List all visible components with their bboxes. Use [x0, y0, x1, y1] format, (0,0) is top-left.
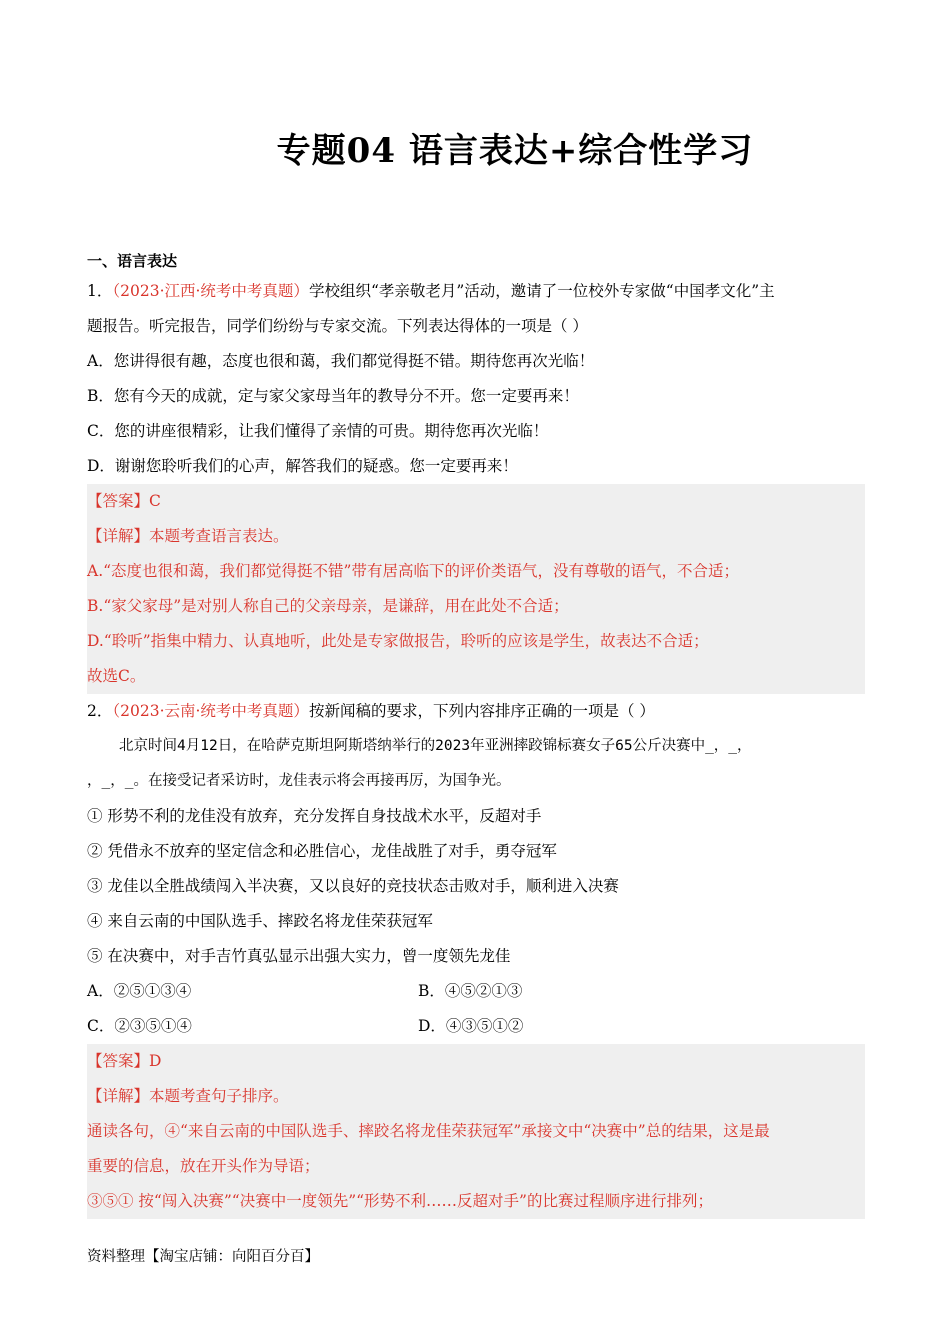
q2-explain-line3: ③⑤① 按“闯入决赛”“决赛中一度领先”“形势不利……反超对手”的比赛过程顺序进行排列；	[87, 1192, 713, 1210]
q1-explain-b: B.“家父家母”是对别人称自己的父亲母亲，是谦辞，用在此处不合适；	[87, 597, 569, 615]
q2-options-row1	[87, 974, 865, 1009]
document-body	[87, 248, 865, 1219]
q2-explain-line2: 重要的信息，放在开头作为导语；	[87, 1157, 320, 1175]
question-2	[87, 694, 865, 1219]
q2-explain-line1: 通读各句，④“来自云南的中国队选手、摔跤名将龙佳荣获冠军”承接文中“决赛中”总的结果，这是最	[87, 1122, 770, 1140]
q1-option-c: C．您的讲座很精彩，让我们懂得了亲情的可贵。期待您再次光临！	[87, 422, 549, 440]
q2-item-3: ③ 龙佳以全胜战绩闯入半决赛，又以良好的竞技状态击败对手，顺利进入决赛	[87, 877, 619, 895]
question-1	[87, 274, 865, 694]
q2-option-d: D．④③⑤①②	[418, 1017, 524, 1035]
q2-number: 2．	[87, 702, 113, 720]
q2-answer-block	[87, 1044, 865, 1219]
q1-answer: 【答案】C	[87, 492, 161, 510]
q1-option-d: D．谢谢您聆听我们的心声，解答我们的疑惑。您一定要再来！	[87, 457, 518, 475]
q1-stem-text: 学校组织“孝亲敬老月”活动，邀请了一位校外专家做“中国孝文化”主	[308, 282, 775, 300]
q2-item-5: ⑤ 在决赛中，对手吉竹真弘显示出强大实力，曾一度领先龙佳	[87, 947, 511, 965]
q2-source: （2023·云南·统考中考真题）	[112, 702, 309, 720]
q2-answer: 【答案】D	[87, 1052, 162, 1070]
q2-stem	[87, 694, 865, 729]
q2-detail: 【详解】本题考查句子排序。	[87, 1087, 289, 1105]
section-heading: 一、语言表达	[87, 252, 178, 270]
q1-explain-a: A.“态度也很和蔼，我们都觉得挺不错”带有居高临下的评价类语气，没有尊敬的语气，不合适；	[87, 562, 739, 580]
q1-number: 1．	[87, 282, 113, 300]
q2-options-row2	[87, 1009, 865, 1044]
q1-option-a: A．您讲得很有趣，态度也很和蔼，我们都觉得挺不错。期待您再次光临！	[87, 352, 595, 370]
q2-item-4: ④ 来自云南的中国队选手、摔跤名将龙佳荣获冠军	[87, 912, 433, 930]
q2-passage-line2: ，_，_。在接受记者采访时，龙佳表示将会再接再厉，为国争光。	[87, 773, 511, 789]
page-title: 专题04 语言表达+综合性学习	[276, 131, 754, 171]
q1-explain-d: D.“聆听”指集中精力、认真地听，此处是专家做报告，聆听的应该是学生，故表达不合适；	[87, 632, 709, 650]
q2-option-c: C．②③⑤①④	[87, 1017, 192, 1035]
q2-option-b: B．④⑤②①③	[418, 982, 523, 1000]
q2-passage-line1: 北京时间4月12日，在哈萨克斯坦阿斯塔纳举行的2023年亚洲摔跤锦标赛女子65公斤决赛中_，_，	[119, 738, 752, 754]
q2-stem-text: 按新闻稿的要求，下列内容排序正确的一项是（ ）	[308, 702, 655, 720]
q2-item-1: ① 形势不利的龙佳没有放弃，充分发挥自身技战术水平，反超对手	[87, 807, 542, 825]
q2-item-2: ② 凭借永不放弃的坚定信念和必胜信心，龙佳战胜了对手，勇夺冠军	[87, 842, 557, 860]
q1-source: （2023·江西·统考中考真题）	[112, 282, 309, 300]
q1-conclusion: 故选C。	[87, 667, 146, 685]
q2-option-a: A．②⑤①③④	[87, 982, 192, 1000]
q1-detail: 【详解】本题考查语言表达。	[87, 527, 289, 545]
q1-stem-line1	[87, 274, 865, 309]
q1-stem-line2: 题报告。听完报告，同学们纷纷与专家交流。下列表达得体的一项是（ ）	[87, 317, 588, 335]
q1-option-b: B．您有今天的成就，定与家父家母当年的教导分不开。您一定要再来！	[87, 387, 579, 405]
q1-answer-block	[87, 484, 865, 694]
page-footer: 资料整理【淘宝店铺：向阳百分百】	[87, 1249, 319, 1265]
